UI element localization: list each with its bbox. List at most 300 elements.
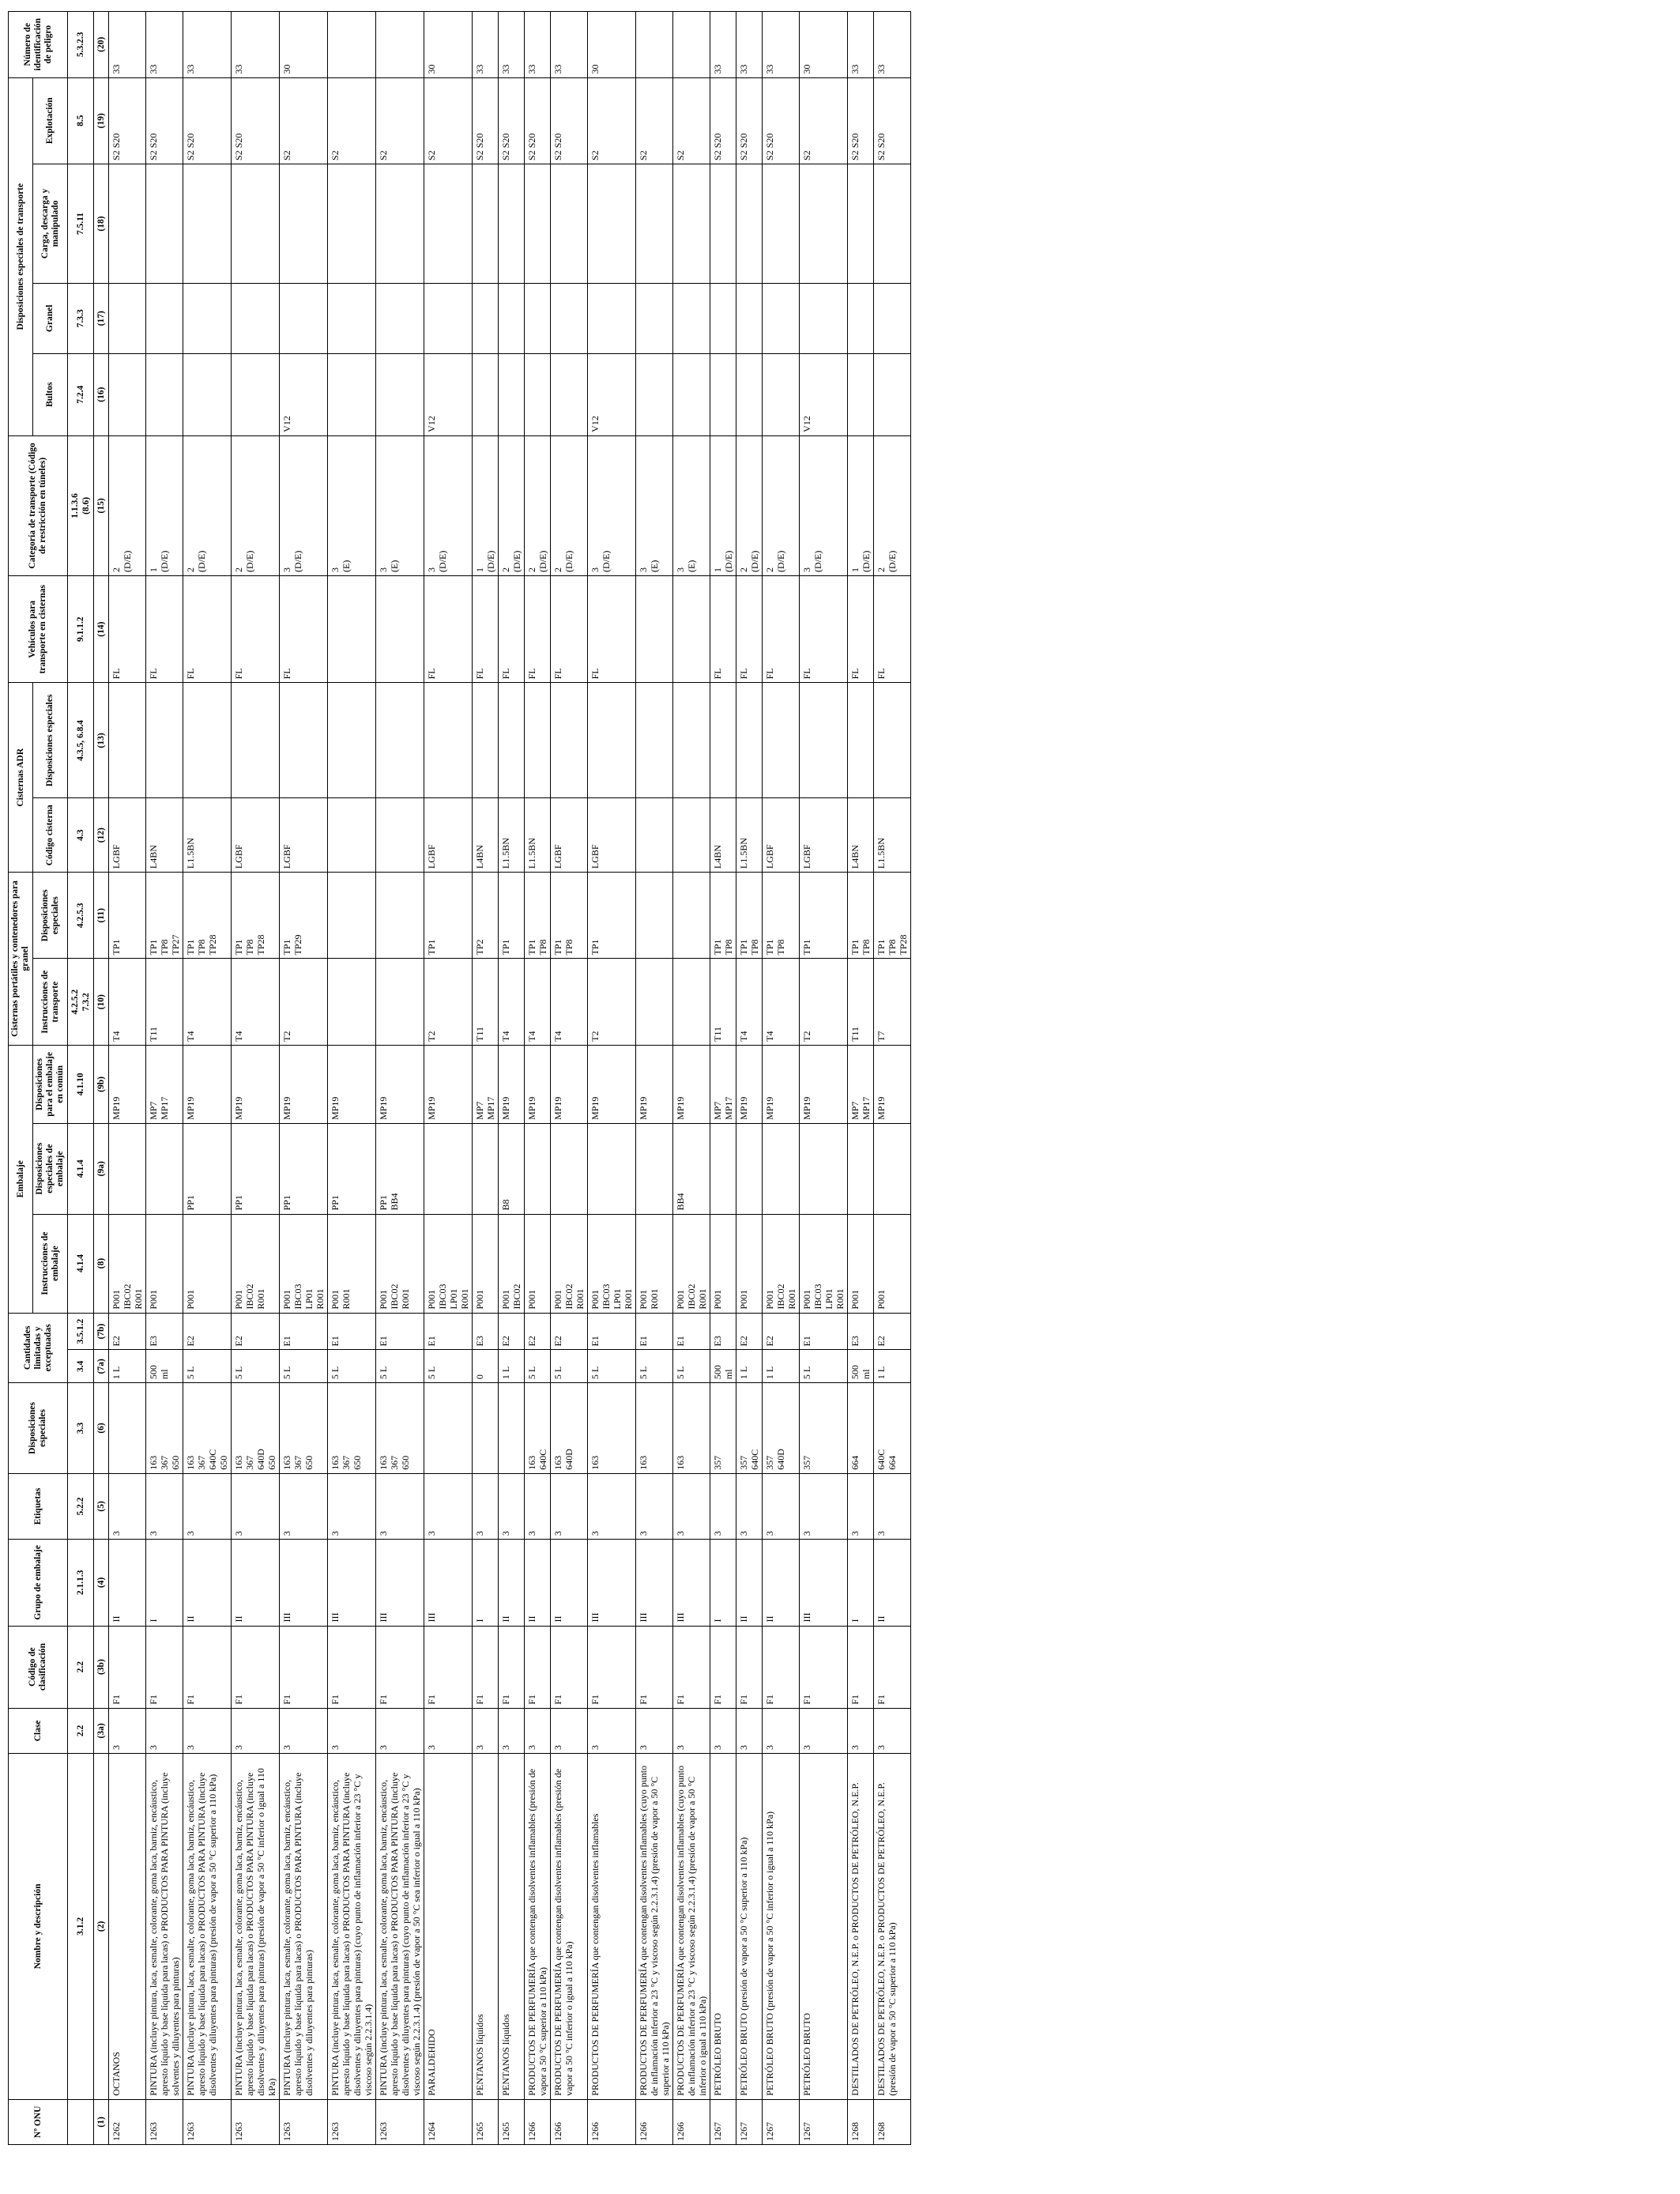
table-cell: FL xyxy=(525,575,551,682)
table-row xyxy=(473,12,499,2145)
table-cell: TP1 xyxy=(424,873,473,959)
table-cell xyxy=(328,12,376,78)
name-cell: PENTANOS líquidos xyxy=(499,1754,525,2100)
table-cell: 8.5 xyxy=(68,77,94,164)
table-cell: FL xyxy=(848,575,874,682)
un-number-cell: 1263 xyxy=(232,2099,280,2144)
table-cell: PP1 xyxy=(280,1123,328,1214)
table-cell: 1 (D/E) xyxy=(473,435,499,575)
table-cell xyxy=(280,284,328,354)
table-cell xyxy=(183,683,232,798)
table-cell: 163 640D xyxy=(551,1383,588,1474)
table-cell: FL xyxy=(109,575,146,682)
table-cell: LGBF xyxy=(280,798,328,873)
table-cell xyxy=(525,1123,551,1214)
table-cell: II xyxy=(499,1540,525,1626)
table-cell: P001 R001 xyxy=(328,1214,376,1313)
un-number-cell: 1267 xyxy=(736,2099,763,2144)
table-cell xyxy=(551,683,588,798)
table-cell: II xyxy=(736,1540,763,1626)
table-cell: FL xyxy=(232,575,280,682)
table-cell: FL xyxy=(499,575,525,682)
table-cell xyxy=(473,353,499,435)
un-number-cell: 1267 xyxy=(800,2099,848,2144)
table-cell xyxy=(710,1123,736,1214)
table-cell: F1 xyxy=(763,1626,800,1708)
table-cell: E1 xyxy=(800,1313,848,1350)
table-cell: V12 xyxy=(800,353,848,435)
table-cell xyxy=(376,575,424,682)
un-number-cell: 1264 xyxy=(424,2099,473,2144)
table-cell: 5 L xyxy=(376,1350,424,1383)
table-cell: 3 xyxy=(473,1473,499,1539)
table-cell: S2 xyxy=(376,77,424,164)
header-granel: Granel xyxy=(33,284,68,354)
table-cell: MP19 xyxy=(109,1045,146,1123)
table-cell: MP19 xyxy=(499,1045,525,1123)
table-cell xyxy=(146,1123,183,1214)
table-row xyxy=(376,12,424,2145)
table-cell xyxy=(525,353,551,435)
table-cell: 3 xyxy=(376,1708,424,1753)
table-cell: P001 IBC02 R001 xyxy=(376,1214,424,1313)
table-cell: S2 xyxy=(328,77,376,164)
name-cell: PRODUCTOS DE PERFUMERÍA que contengan disolventes inflamables xyxy=(588,1754,636,2100)
table-cell: 357 xyxy=(800,1383,848,1474)
table-cell: TP1 TP8 xyxy=(736,873,763,959)
table-cell xyxy=(848,1123,874,1214)
table-cell: T4 xyxy=(736,959,763,1045)
table-cell: 2 (D/E) xyxy=(109,435,146,575)
table-cell: 5 L xyxy=(424,1350,473,1383)
table-cell: T2 xyxy=(280,959,328,1045)
table-cell: F1 xyxy=(636,1626,673,1708)
table-cell: E1 xyxy=(328,1313,376,1350)
table-cell: T4 xyxy=(551,959,588,1045)
table-cell: 33 xyxy=(736,12,763,78)
table-cell xyxy=(588,284,636,354)
table-cell: 163 xyxy=(636,1383,673,1474)
table-cell: III xyxy=(800,1540,848,1626)
table-cell xyxy=(183,284,232,354)
table-cell: S2 S20 xyxy=(525,77,551,164)
table-cell xyxy=(525,284,551,354)
table-cell xyxy=(376,164,424,283)
table-cell: T4 xyxy=(232,959,280,1045)
table-cell: S2 S20 xyxy=(146,77,183,164)
table-cell xyxy=(109,683,146,798)
table-cell: FL xyxy=(183,575,232,682)
table-cell: 3 xyxy=(146,1708,183,1753)
table-cell xyxy=(280,164,328,283)
table-cell xyxy=(376,798,424,873)
un-number-cell: 1266 xyxy=(636,2099,673,2144)
table-cell: III xyxy=(376,1540,424,1626)
table-cell xyxy=(736,1123,763,1214)
table-cell: 1 L xyxy=(109,1350,146,1383)
table-cell: BB4 xyxy=(673,1123,710,1214)
table-cell: 163 xyxy=(588,1383,636,1474)
table-cell: P001 xyxy=(146,1214,183,1313)
table-cell: 2.2 xyxy=(68,1708,94,1753)
table-cell: 3 xyxy=(280,1473,328,1539)
table-cell xyxy=(551,353,588,435)
table-cell: 4.1.4 xyxy=(68,1214,94,1313)
table-cell: E2 xyxy=(763,1313,800,1350)
table-cell: 3 xyxy=(588,1473,636,1539)
table-cell: F1 xyxy=(848,1626,874,1708)
table-cell xyxy=(328,683,376,798)
table-cell: 5 L xyxy=(328,1350,376,1383)
table-cell: 640C 664 xyxy=(874,1383,911,1474)
table-cell xyxy=(146,683,183,798)
table-cell: 4.2.5.2 7.3.2 xyxy=(68,959,94,1045)
table-cell: TP1 TP8 TP27 xyxy=(146,873,183,959)
table-cell xyxy=(736,353,763,435)
table-cell xyxy=(874,284,911,354)
table-row xyxy=(280,12,328,2145)
table-cell xyxy=(763,284,800,354)
table-cell: 33 xyxy=(499,12,525,78)
table-cell: 3 xyxy=(280,1708,328,1753)
table-cell xyxy=(424,1123,473,1214)
name-cell: PETRÓLEO BRUTO xyxy=(800,1754,848,2100)
table-cell: 3 xyxy=(848,1708,874,1753)
table-cell: TP1 TP8 TP28 xyxy=(232,873,280,959)
table-cell: (16) xyxy=(94,353,109,435)
table-cell: 3 xyxy=(109,1473,146,1539)
table-cell: 1 (D/E) xyxy=(848,435,874,575)
table-cell: L4BN xyxy=(710,798,736,873)
table-row xyxy=(183,12,232,2145)
table-cell: F1 xyxy=(673,1626,710,1708)
table-cell: 3 xyxy=(328,1708,376,1753)
table-cell xyxy=(848,164,874,283)
table-cell: LGBF xyxy=(551,798,588,873)
table-cell: 3 xyxy=(848,1473,874,1539)
table-cell xyxy=(328,798,376,873)
header-cantidades: Cantidades limitadas y exceptuadas xyxy=(9,1313,68,1383)
table-row xyxy=(525,12,551,2145)
table-row xyxy=(710,12,736,2145)
table-cell: S2 S20 xyxy=(848,77,874,164)
table-cell: E3 xyxy=(848,1313,874,1350)
header-cisternas-adr: Cisternas ADR xyxy=(9,683,33,873)
table-cell: (14) xyxy=(94,575,109,682)
table-cell: MP19 xyxy=(673,1045,710,1123)
table-cell: 33 xyxy=(232,12,280,78)
table-cell: 3 xyxy=(636,1708,673,1753)
header-codigo: Código de clasificación xyxy=(9,1626,68,1708)
table-cell: T11 xyxy=(710,959,736,1045)
table-cell: LGBF xyxy=(763,798,800,873)
table-cell: 3 xyxy=(328,1473,376,1539)
table-cell: 3 xyxy=(232,1708,280,1753)
name-cell: PETRÓLEO BRUTO (presión de vapor a 50 °C inferior o igual a 110 kPa) xyxy=(763,1754,800,2100)
table-cell xyxy=(636,284,673,354)
table-cell: 1 L xyxy=(874,1350,911,1383)
table-cell xyxy=(473,1123,499,1214)
table-cell: LGBF xyxy=(424,798,473,873)
table-cell: E2 xyxy=(874,1313,911,1350)
table-cell xyxy=(232,683,280,798)
table-cell: (17) xyxy=(94,284,109,354)
table-cell xyxy=(636,798,673,873)
table-cell: I xyxy=(710,1540,736,1626)
table-cell xyxy=(673,798,710,873)
table-cell: P001 xyxy=(183,1214,232,1313)
un-number-cell: 1266 xyxy=(551,2099,588,2144)
table-cell: 3 xyxy=(736,1708,763,1753)
table-cell: L4BN xyxy=(146,798,183,873)
table-cell: E2 xyxy=(551,1313,588,1350)
table-cell: E1 xyxy=(280,1313,328,1350)
name-cell: PINTURA (incluye pintura, laca, esmalte, colorante, goma laca, barniz, encáustico, apresto líquido y base líquida para lacas) o PRODUCTOS PARA PINTURA (incluye solventes y diluyentes para pinturas) xyxy=(146,1754,183,2100)
table-cell xyxy=(232,353,280,435)
table-cell: P001 IBC03 LP01 R001 xyxy=(588,1214,636,1313)
table-cell: 3 xyxy=(763,1473,800,1539)
table-cell xyxy=(636,683,673,798)
header-disp-esp-cist: Disposiciones especiales xyxy=(33,873,68,959)
table-cell: MP7 MP17 xyxy=(146,1045,183,1123)
table-row xyxy=(232,12,280,2145)
name-cell: PRODUCTOS DE PERFUMERÍA que contengan disolventes inflamables (presión de vapor a 50 °C inferior o igual a 110 kPa) xyxy=(551,1754,588,2100)
table-cell xyxy=(499,164,525,283)
table-row xyxy=(800,12,848,2145)
table-cell: 3 (D/E) xyxy=(424,435,473,575)
table-cell: 3 (D/E) xyxy=(800,435,848,575)
name-cell: PENTANOS líquidos xyxy=(473,1754,499,2100)
table-row xyxy=(328,12,376,2145)
table-cell: P001 IBC02 R001 xyxy=(551,1214,588,1313)
table-cell: S2 S20 xyxy=(109,77,146,164)
table-cell: 3 xyxy=(499,1708,525,1753)
name-cell: OCTANOS xyxy=(109,1754,146,2100)
table-cell: FL xyxy=(736,575,763,682)
table-cell: 163 xyxy=(673,1383,710,1474)
table-cell: 2 (D/E) xyxy=(232,435,280,575)
table-cell xyxy=(848,353,874,435)
table-cell xyxy=(874,353,911,435)
table-cell: S2 xyxy=(424,77,473,164)
name-cell: PRODUCTOS DE PERFUMERÍA que contengan disolventes inflamables (presión de vapor a 50 °C superior a 110 kPa) xyxy=(525,1754,551,2100)
table-cell: T2 xyxy=(588,959,636,1045)
table-cell xyxy=(800,1123,848,1214)
table-cell xyxy=(673,683,710,798)
table-cell xyxy=(710,683,736,798)
table-cell: (19) xyxy=(94,77,109,164)
table-cell: P001 IBC02 R001 xyxy=(109,1214,146,1313)
table-cell xyxy=(763,164,800,283)
table-cell: PP1 BB4 xyxy=(376,1123,424,1214)
table-cell: S2 xyxy=(673,77,710,164)
header-instr-transp: Instrucciones de transporte xyxy=(33,959,68,1045)
table-cell xyxy=(376,12,424,78)
table-row xyxy=(736,12,763,2145)
table-cell xyxy=(551,1123,588,1214)
table-row xyxy=(146,12,183,2145)
table-cell: TP1 TP8 TP28 xyxy=(874,873,911,959)
header-disp-transporte: Disposiciones especiales de transporte xyxy=(9,77,33,435)
table-cell: MP19 xyxy=(328,1045,376,1123)
table-cell: E2 xyxy=(183,1313,232,1350)
table-cell: E1 xyxy=(588,1313,636,1350)
table-cell: (20) xyxy=(94,12,109,78)
table-cell: MP19 xyxy=(800,1045,848,1123)
table-cell: 163 367 650 xyxy=(146,1383,183,1474)
header-embalaje: Embalaje xyxy=(9,1045,33,1313)
table-cell: 3 xyxy=(588,1708,636,1753)
table-cell: MP19 xyxy=(636,1045,673,1123)
table-cell xyxy=(800,284,848,354)
table-cell xyxy=(551,284,588,354)
table-cell: (9a) xyxy=(94,1123,109,1214)
table-cell: 4.3.5, 6.8.4 xyxy=(68,683,94,798)
table-cell: T4 xyxy=(525,959,551,1045)
name-cell: PRODUCTOS DE PERFUMERÍA que contengan disolventes inflamables (cuyo punto de inflamación inferior a 23 °C y viscoso según 2.2.3.1.4) (presión de vapor a 50 °C inferior o igual a 110 kPa) xyxy=(673,1754,710,2100)
name-cell: PINTURA (incluye pintura, laca, esmalte, colorante, goma laca, barniz, encáustico, apresto líquido y base líquida para lacas) o PRODUCTOS PARA PINTURA (incluye disolventes y diluyentes para pinturas) (cuyo punto de inflamación inferior a 23 °C y viscoso según 2.2.3.1.4) xyxy=(328,1754,376,2100)
table-cell: 33 xyxy=(525,12,551,78)
table-row xyxy=(424,12,473,2145)
table-cell: III xyxy=(424,1540,473,1626)
table-cell: 33 xyxy=(710,12,736,78)
table-cell xyxy=(673,353,710,435)
table-cell xyxy=(68,2099,94,2144)
table-cell: II xyxy=(551,1540,588,1626)
table-cell: 3 (D/E) xyxy=(280,435,328,575)
table-cell xyxy=(183,353,232,435)
un-number-cell: 1266 xyxy=(673,2099,710,2144)
table-cell: 33 xyxy=(183,12,232,78)
table-cell: T4 xyxy=(109,959,146,1045)
table-cell: 3 (E) xyxy=(673,435,710,575)
table-cell: F1 xyxy=(736,1626,763,1708)
header-un: Nº ONU xyxy=(9,2099,68,2144)
table-row xyxy=(763,12,800,2145)
table-cell xyxy=(636,1123,673,1214)
table-cell: T4 xyxy=(763,959,800,1045)
table-cell: MP19 xyxy=(874,1045,911,1123)
table-cell: MP19 xyxy=(232,1045,280,1123)
table-cell: S2 xyxy=(636,77,673,164)
table-cell: 3.5.1.2 xyxy=(68,1313,94,1350)
table-row xyxy=(848,12,874,2145)
table-cell: 4.1.4 xyxy=(68,1123,94,1214)
table-cell: MP7 MP17 xyxy=(710,1045,736,1123)
table-cell: 2 (D/E) xyxy=(551,435,588,575)
reference-row xyxy=(68,12,94,2145)
table-cell: F1 xyxy=(280,1626,328,1708)
table-cell: FL xyxy=(874,575,911,682)
table-cell: 30 xyxy=(424,12,473,78)
table-cell: 3 xyxy=(499,1473,525,1539)
table-cell xyxy=(736,164,763,283)
table-cell: 5 L xyxy=(551,1350,588,1383)
table-cell: 1 L xyxy=(736,1350,763,1383)
table-cell: 7.5.11 xyxy=(68,164,94,283)
table-cell: TP1 TP8 xyxy=(551,873,588,959)
name-cell: PINTURA (incluye pintura, laca, esmalte, colorante, goma laca, barniz, encáustico, apresto líquido y base líquida para lacas) o PRODUCTOS PARA PINTURA (incluye disolventes y diluyentes para pinturas) (cuyo punto de inflamación inferior a 23 °C y viscoso según 2.2.3.1.4) (presión de vapor a 50 °C sea inferior o igual a 110 kPa) xyxy=(376,1754,424,2100)
table-cell xyxy=(499,683,525,798)
table-cell: 7.3.3 xyxy=(68,284,94,354)
table-cell: 33 xyxy=(146,12,183,78)
table-cell: FL xyxy=(424,575,473,682)
table-cell xyxy=(473,164,499,283)
table-cell: S2 S20 xyxy=(763,77,800,164)
name-cell: PINTURA (incluye pintura, laca, esmalte, colorante, goma laca, barniz, encáustico, apresto líquido y base líquida para lacas) o PRODUCTOS PARA PINTURA (incluye disolventes y diluyentes para pinturas) (presión de vapor a 50 °C inferior o igual a 110 kPa) xyxy=(232,1754,280,2100)
table-cell: 3 xyxy=(146,1473,183,1539)
table-cell: 4.1.10 xyxy=(68,1045,94,1123)
table-cell: 3 xyxy=(232,1473,280,1539)
table-cell: F1 xyxy=(376,1626,424,1708)
table-cell: T11 xyxy=(848,959,874,1045)
table-cell: 163 367 650 xyxy=(280,1383,328,1474)
table-cell: E2 xyxy=(736,1313,763,1350)
table-cell: 2 (D/E) xyxy=(763,435,800,575)
table-cell: (1) xyxy=(94,2099,109,2144)
table-cell: (8) xyxy=(94,1214,109,1313)
table-cell: 3 (E) xyxy=(376,435,424,575)
table-cell: III xyxy=(673,1540,710,1626)
table-cell: 500 ml xyxy=(848,1350,874,1383)
table-cell xyxy=(636,959,673,1045)
table-cell: 2 (D/E) xyxy=(525,435,551,575)
table-cell: (6) xyxy=(94,1383,109,1474)
table-row xyxy=(499,12,525,2145)
table-cell: 357 xyxy=(710,1383,736,1474)
table-cell: LGBF xyxy=(800,798,848,873)
table-cell xyxy=(376,683,424,798)
name-cell: PINTURA (incluye pintura, laca, esmalte, colorante, goma laca, barniz, encáustico, apresto líquido y base líquida para lacas) o PRODUCTOS PARA PINTURA (incluye disolventes y diluyentes para pinturas) xyxy=(280,1754,328,2100)
header-etiquetas: Etiquetas xyxy=(9,1473,68,1539)
table-cell: II xyxy=(525,1540,551,1626)
table-cell: 33 xyxy=(874,12,911,78)
table-cell: 163 367 640C 650 xyxy=(183,1383,232,1474)
table-cell: S2 S20 xyxy=(499,77,525,164)
table-cell xyxy=(109,353,146,435)
table-cell: III xyxy=(636,1540,673,1626)
header-grupo: Grupo de embalaje xyxy=(9,1540,68,1626)
table-cell: L4BN xyxy=(848,798,874,873)
table-cell: TP2 xyxy=(473,873,499,959)
table-cell: FL xyxy=(588,575,636,682)
table-cell: 3 xyxy=(763,1708,800,1753)
table-cell xyxy=(109,1383,146,1474)
header-disp-emb: Disposiciones especiales de embalaje xyxy=(33,1123,68,1214)
table-cell xyxy=(551,164,588,283)
table-cell xyxy=(588,683,636,798)
table-cell: (10) xyxy=(94,959,109,1045)
table-cell: E2 xyxy=(525,1313,551,1350)
table-cell: F1 xyxy=(232,1626,280,1708)
table-cell: 357 640C xyxy=(736,1383,763,1474)
table-cell: T4 xyxy=(183,959,232,1045)
table-cell: E1 xyxy=(673,1313,710,1350)
table-cell xyxy=(328,284,376,354)
table-cell xyxy=(763,1123,800,1214)
table-cell: V12 xyxy=(424,353,473,435)
table-cell: 2 (D/E) xyxy=(499,435,525,575)
table-cell xyxy=(183,164,232,283)
table-cell: III xyxy=(588,1540,636,1626)
table-cell: E2 xyxy=(499,1313,525,1350)
table-cell xyxy=(848,683,874,798)
table-cell: 3 xyxy=(673,1473,710,1539)
table-cell xyxy=(328,164,376,283)
table-cell xyxy=(146,164,183,283)
table-cell: 163 640C xyxy=(525,1383,551,1474)
table-cell: TP1 xyxy=(109,873,146,959)
